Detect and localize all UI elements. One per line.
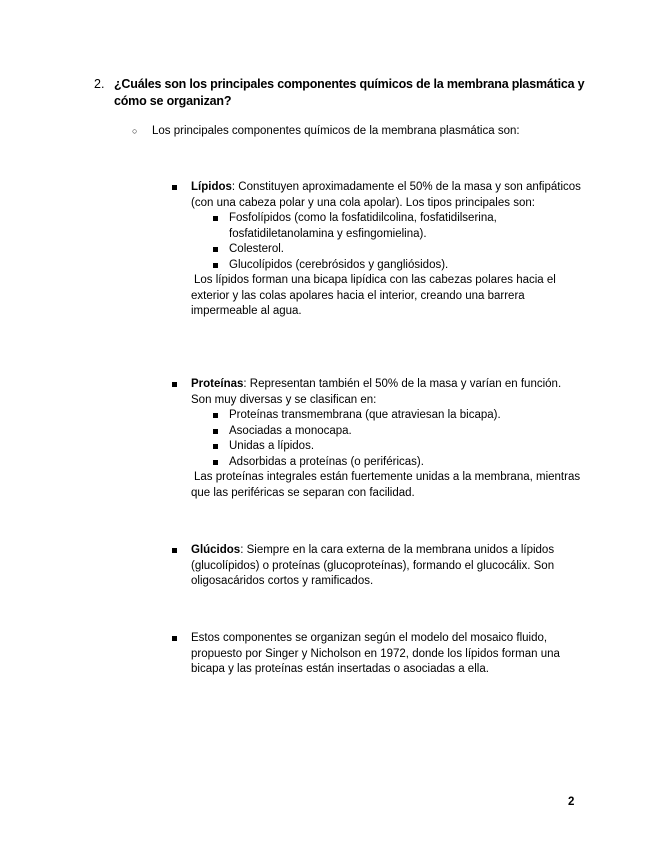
- list-item: [229, 424, 581, 440]
- section-glucidos-paragraph: [191, 543, 581, 590]
- section-proteinas-paragraph: [191, 377, 581, 408]
- list-item-text: Asociadas a monocapa.: [229, 424, 352, 437]
- section-organizacion: [191, 631, 581, 678]
- section-lipidos-paragraph: [191, 180, 581, 211]
- section-lipidos: [191, 180, 581, 320]
- section-organizacion-text: Estos componentes se organizan según el modelo del mosaico fluido, propuesto por Singer y Nicholson en 1972, donde los lípidos forman una bicapa y las proteínas están insertadas o asociadas a ella.: [191, 632, 560, 675]
- circle-bullet-icon: ○: [132, 126, 138, 136]
- square-bullet-icon: [213, 263, 218, 268]
- square-bullet-icon: [172, 185, 177, 190]
- question-number: 2.: [94, 77, 105, 91]
- list-item: [229, 211, 581, 242]
- section-glucidos-heading: Glúcidos: [191, 544, 241, 556]
- list-item-text: Fosfolípidos (como la fosfatidilcolina, fosfatidilserina, fosfatidiletanolamina y esfingomielina).: [229, 212, 497, 240]
- list-item: [229, 455, 581, 471]
- section-glucidos-text: : Siempre en la cara externa de la membrana unidos a lípidos (glucolípidos) o proteínas (glucoproteínas), formando el glucocálix. Son oligosacáridos cortos y ramificados.: [191, 544, 555, 587]
- proteinas-note: Las proteínas integrales están fuertemente unidas a la membrana, mientras que las periféricas se separan con facilidad.: [191, 471, 581, 499]
- list-item-text: Proteínas transmembrana (que atraviesan la bicapa).: [229, 409, 501, 421]
- square-bullet-icon: [172, 636, 177, 641]
- square-bullet-icon: [213, 460, 218, 465]
- proteinas-list: [191, 408, 581, 470]
- square-bullet-icon: [172, 382, 177, 387]
- list-item: [229, 258, 581, 274]
- list-item: [229, 242, 581, 258]
- list-item: [229, 439, 581, 455]
- list-item: [229, 408, 581, 424]
- section-lipidos-heading: Lípidos: [191, 181, 232, 193]
- section-proteinas-text: : Representan también el 50% de la masa y varían en función. Son muy diversas y se clasifican en:: [191, 378, 562, 406]
- list-item-text: Adsorbidas a proteínas (o periféricas).: [229, 455, 424, 468]
- square-bullet-icon: [172, 548, 177, 553]
- section-proteinas-heading: Proteínas: [191, 378, 244, 390]
- page-number: 2: [568, 796, 575, 808]
- square-bullet-icon: [213, 444, 218, 449]
- square-bullet-icon: [213, 216, 218, 221]
- lipidos-note: Los lípidos forman una bicapa lipídica con las cabezas polares hacia el exterior y las colas apolares hacia el interior, creando una barrera impermeable al agua.: [191, 274, 556, 317]
- square-bullet-icon: [213, 247, 218, 252]
- lipidos-list: [191, 211, 581, 273]
- section-glucidos: [191, 543, 581, 590]
- square-bullet-icon: [213, 429, 218, 434]
- square-bullet-icon: [213, 413, 218, 418]
- list-item-text: Glucolípidos (cerebrósidos y gangliósidos).: [229, 258, 449, 271]
- section-proteinas: [191, 377, 581, 501]
- section-lipidos-text: : Constituyen aproximadamente el 50% de la masa y son anfipáticos (con una cabeza polar y una cola apolar). Los tipos principales son:: [191, 181, 581, 209]
- list-item-text: Unidas a lípidos.: [229, 440, 315, 452]
- list-item-text: Colesterol.: [229, 243, 284, 255]
- question-title: ¿Cuáles son los principales componentes químicos de la membrana plasmática y cómo se organizan?: [114, 77, 585, 108]
- intro-text: Los principales componentes químicos de la membrana plasmática son:: [152, 125, 520, 137]
